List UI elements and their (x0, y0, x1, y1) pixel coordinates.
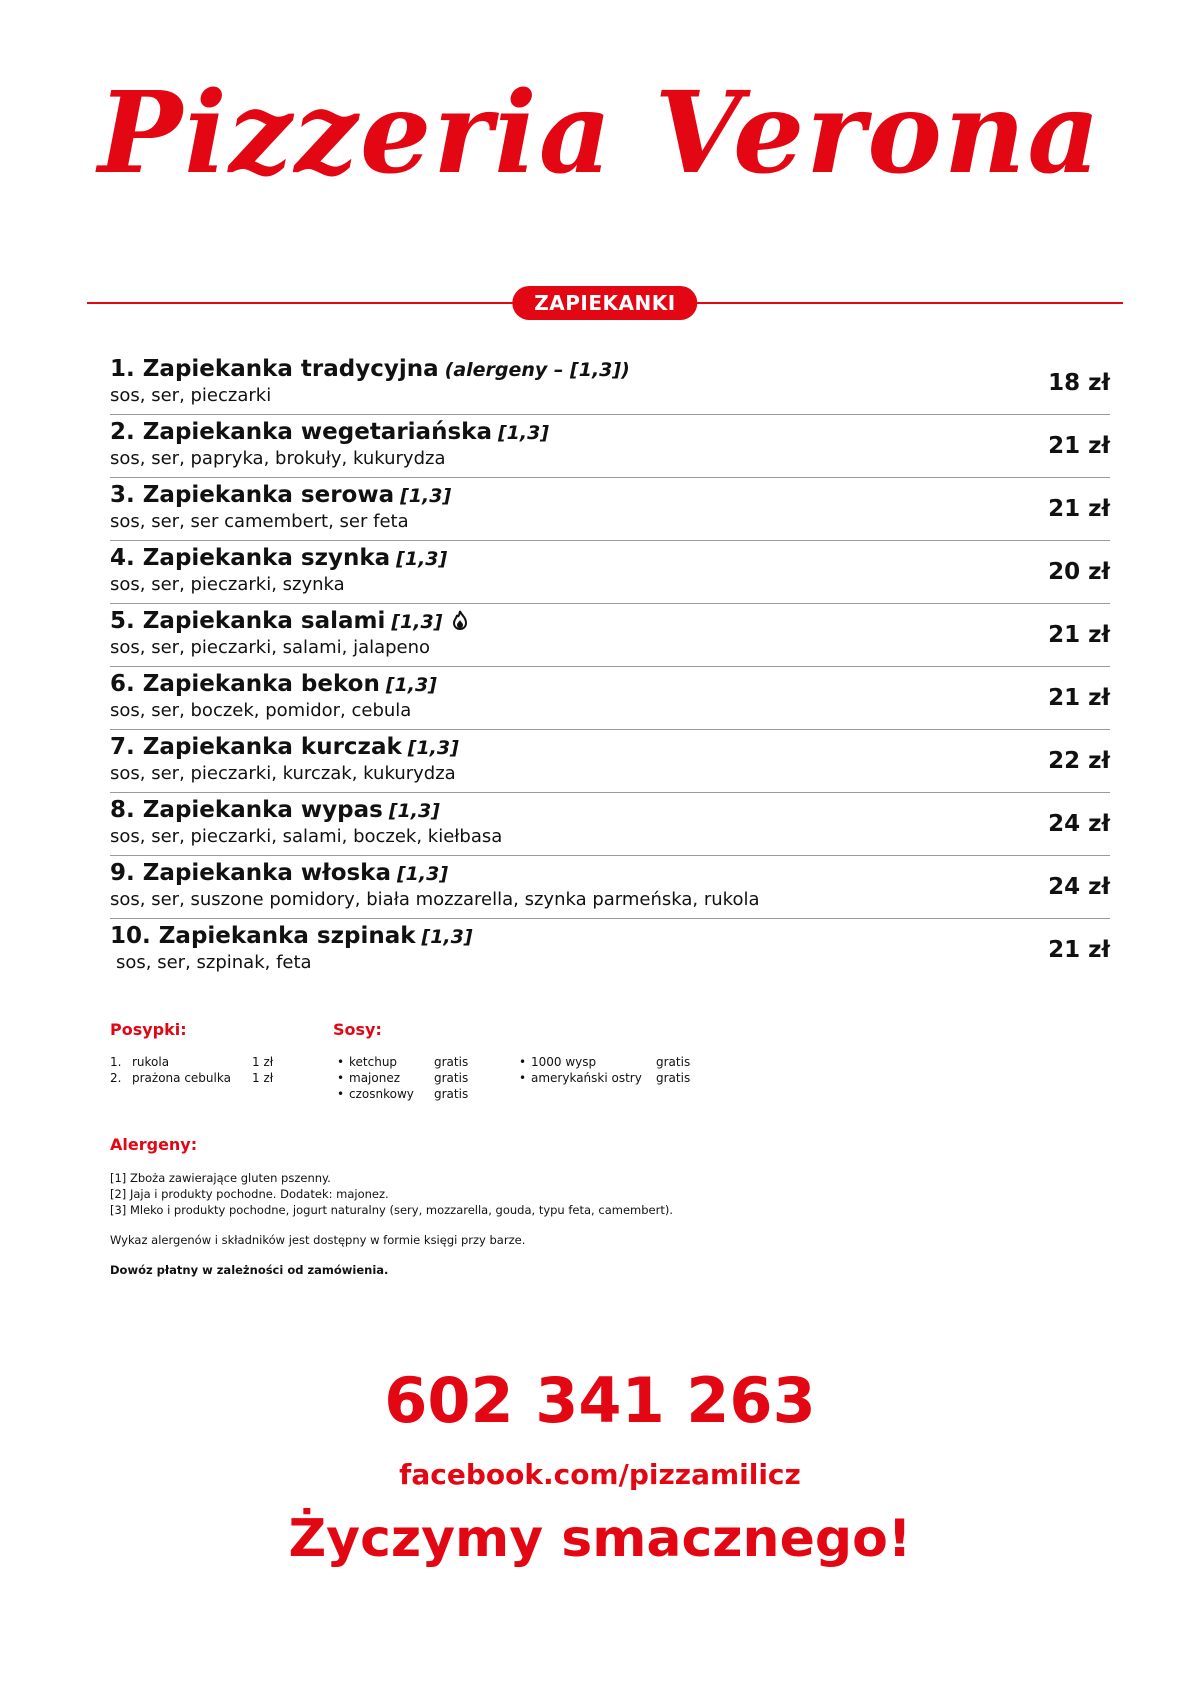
item-description: sos, ser, boczek, pomidor, cebula (110, 700, 412, 721)
section-title: ZAPIEKANKI (512, 286, 697, 320)
item-allergens: [1,3] (421, 926, 473, 948)
item-price: 22 zł (1048, 748, 1110, 774)
item-allergens: [1,3] (407, 737, 459, 759)
item-name: 8. Zapiekanka wypas (110, 797, 383, 823)
bullet: • (519, 1071, 527, 1085)
item-price: 24 zł (1048, 874, 1110, 900)
item-name: 1000 wysp (531, 1055, 597, 1069)
item-allergens: [1,3] (388, 800, 440, 822)
menu-item (110, 478, 1110, 541)
item-price: gratis (434, 1055, 469, 1069)
item-name: rukola (132, 1055, 170, 1069)
menu-item (110, 919, 1110, 981)
item-allergens: [1,3] (497, 422, 549, 444)
allergens-note: Wykaz alergenów i składników jest dostępny w formie księgi przy barze. (110, 1233, 526, 1247)
item-name: 1. Zapiekanka tradycyjna (110, 356, 439, 382)
toppings-title: Posypki: (110, 1020, 187, 1039)
item-name: majonez (349, 1071, 401, 1085)
item-price: 21 zł (1048, 685, 1110, 711)
sauces-title: Sosy: (333, 1020, 382, 1039)
item-name: 6. Zapiekanka bekon (110, 671, 380, 697)
item-allergens: [1,3] (397, 863, 449, 885)
item-description: sos, ser, pieczarki, salami, jalapeno (110, 637, 431, 658)
item-description: sos, ser, pieczarki, salami, boczek, kiełbasa (110, 826, 503, 847)
item-price: 1 zł (252, 1055, 274, 1069)
bullet: • (337, 1055, 345, 1069)
item-price: gratis (656, 1055, 691, 1069)
menu-item (110, 856, 1110, 919)
extras-section (110, 1020, 810, 1110)
item-description: sos, ser, pieczarki, kurczak, kukurydza (110, 763, 456, 784)
item-description: sos, ser, pieczarki, szynka (110, 574, 345, 595)
list-item (337, 1086, 468, 1102)
sauces-list-col2 (519, 1054, 690, 1086)
list-item (337, 1070, 468, 1086)
item-name: 9. Zapiekanka włoska (110, 860, 391, 886)
allergens-list (110, 1170, 1010, 1218)
menu-list (110, 352, 1110, 981)
bullet: • (337, 1087, 345, 1101)
bullet: • (519, 1055, 527, 1069)
item-allergens: [1,3] (391, 611, 443, 633)
list-item (519, 1054, 690, 1070)
menu-item (110, 604, 1110, 667)
bullet: • (337, 1071, 345, 1085)
item-name: 5. Zapiekanka salami (110, 608, 386, 634)
menu-item (110, 793, 1110, 856)
allergen-line: [2] Jaja i produkty pochodne. Dodatek: majonez. (110, 1187, 389, 1201)
menu-item (110, 415, 1110, 478)
menu-item (110, 730, 1110, 793)
closing-message: Życzymy smacznego! (288, 1509, 912, 1569)
item-price: gratis (656, 1071, 691, 1085)
item-allergens: [1,3] (385, 674, 437, 696)
phone-number: 602 341 263 (384, 1364, 816, 1437)
item-price: 21 zł (1048, 496, 1110, 522)
item-name: 2. Zapiekanka wegetariańska (110, 419, 492, 445)
item-description: sos, ser, pieczarki (110, 385, 272, 406)
allergens-title: Alergeny: (110, 1135, 198, 1154)
item-allergens: [1,3] (396, 548, 448, 570)
item-name: prażona cebulka (132, 1071, 231, 1085)
menu-item (110, 352, 1110, 415)
item-price: 20 zł (1048, 559, 1110, 585)
toppings-block (110, 1020, 310, 1085)
item-price: 1 zł (252, 1071, 274, 1085)
item-description: sos, ser, szpinak, feta (116, 952, 312, 973)
item-price: 21 zł (1048, 622, 1110, 648)
item-price: 24 zł (1048, 811, 1110, 837)
facebook-link: facebook.com/pizzamilicz (399, 1458, 801, 1491)
item-description: sos, ser, papryka, brokuły, kukurydza (110, 448, 446, 469)
item-name: amerykański ostry (531, 1071, 642, 1085)
list-item (519, 1070, 690, 1086)
flame-icon (452, 610, 468, 630)
item-price: gratis (434, 1071, 469, 1085)
item-number: 2. (110, 1071, 122, 1085)
section-header (87, 286, 1123, 320)
item-name: 7. Zapiekanka kurczak (110, 734, 402, 760)
list-item (110, 1070, 273, 1086)
list-item (337, 1054, 468, 1070)
menu-item (110, 667, 1110, 730)
item-description: sos, ser, suszone pomidory, biała mozzarella, szynka parmeńska, rukola (110, 889, 760, 910)
sauces-block (333, 1020, 753, 1101)
item-name: 3. Zapiekanka serowa (110, 482, 395, 508)
allergens-section (110, 1135, 1010, 1278)
item-name: ketchup (349, 1055, 398, 1069)
delivery-note: Dowóz płatny w zależności od zamówienia. (110, 1263, 389, 1277)
sauces-list-col1 (337, 1054, 468, 1102)
item-price: 21 zł (1048, 937, 1110, 963)
item-allergens: [1,3] (400, 485, 452, 507)
logo: Pizzeria Verona (98, 68, 1102, 199)
item-allergens: (alergeny – [1,3]) (444, 359, 630, 381)
toppings-list (110, 1054, 273, 1086)
item-name: 10. Zapiekanka szpinak (110, 923, 416, 949)
item-price: 21 zł (1048, 433, 1110, 459)
item-price: gratis (434, 1087, 469, 1101)
allergen-line: [3] Mleko i produkty pochodne, jogurt naturalny (sery, mozzarella, gouda, typu feta, camembert). (110, 1203, 673, 1217)
menu-item (110, 541, 1110, 604)
allergen-line: [1] Zboża zawierające gluten pszenny. (110, 1171, 331, 1185)
item-number: 1. (110, 1055, 122, 1069)
item-name: czosnkowy (349, 1087, 414, 1101)
list-item (110, 1054, 273, 1070)
item-description: sos, ser, ser camembert, ser feta (110, 511, 409, 532)
item-name: 4. Zapiekanka szynka (110, 545, 391, 571)
item-price: 18 zł (1048, 370, 1110, 396)
